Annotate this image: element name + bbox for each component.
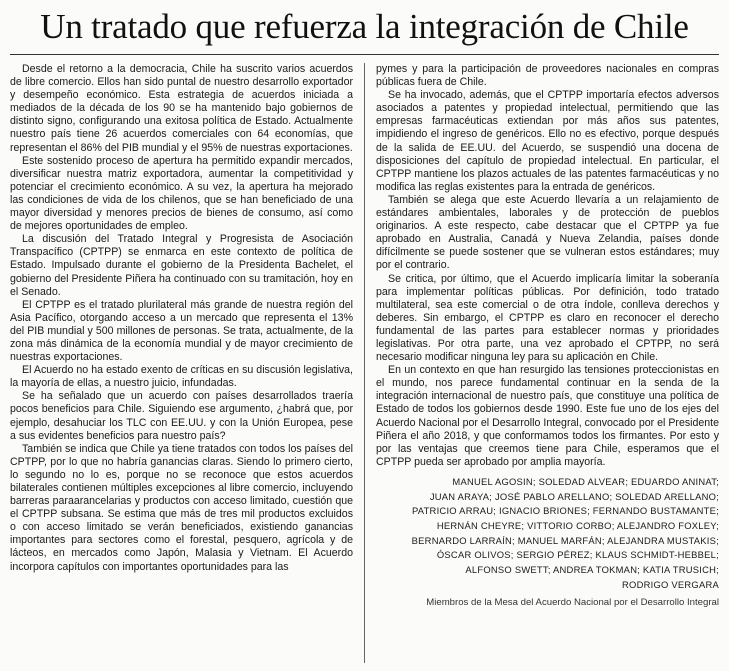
signers-affiliation: Miembros de la Mesa del Acuerdo Nacional por el Desarrollo Integral: [426, 596, 719, 608]
paragraph: Se critica, por último, que el Acuerdo implicaría limitar la soberanía para implementar políticas públicas. Por definición, todo tratado multilateral, sea este comercial o de otra índole, conlleva derechos y deberes. Sin embargo, el CPTPP es claro en reconocer el derecho fundamental de las partes para establecer normas y prioridades legislativas. Por otra parte, una vez aprobado el CPTPP, no será necesario modificar ninguna ley para su aplicación en Chile.: [376, 272, 719, 364]
paragraph: También se indica que Chile ya tiene tratados con todos los países del CPTPP, por lo que no habría ganancias claras. Siendo lo primero cierto, lo segundo no lo es, porque no se reconoce que estos acuerdos bilaterales contienen múltiples excepciones al libre comercio, incluyendo barreras paraarancelarias y productos con acceso limitado, cuestión que el CPTPP subsana. Se estima que más de tres mil productos excluidos o con acceso limitado se verán beneficiados, existiendo ganancias importantes para sectores como el forestal, pesquero, agrícola y de lácteos, en mercados como Japón, Malasia y Vietnam. El Acuerdo incorpora capítulos con importantes oportunidades para las: [10, 442, 353, 573]
signers-line: ÓSCAR OLIVOS; SERGIO PÉREZ; KLAUS SCHMIDT-HEBBEL;: [436, 549, 719, 561]
paragraph: Este sostenido proceso de apertura ha permitido expandir mercados, diversificar nuestra matriz exportadora, aumentar la competitividad y potenciar el crecimiento económico. A su vez, la apertura ha mejorado las condiciones de vida de los chilenos, que se han beneficiado de una mayor diversidad y menores precios de bienes de consumo, así como de mejores oportunidades de empleo.: [10, 154, 353, 233]
paragraph: La discusión del Tratado Integral y Progresista de Asociación Transpacífico (CPTPP) se enmarca en este contexto de política de Estado. Impulsado durante el gobierno de la Presidenta Bachelet, el gobierno del Presidente Piñera ha continuado con su tramitación, hoy en el Senado.: [10, 233, 353, 298]
article-body: [10, 63, 719, 663]
signers-line: BERNARDO LARRAÍN; MANUEL MARFÁN; ALEJANDRA MUSTAKIS;: [411, 534, 719, 546]
signers-line: HERNÁN CHEYRE; VITTORIO CORBO; ALEJANDRO FOXLEY;: [436, 520, 719, 532]
paragraph: El Acuerdo no ha estado exento de críticas en su discusión legislativa, la mayoría de ellas, a nuestro juicio, infundadas.: [10, 364, 353, 390]
article-title: Un tratado que refuerza la integración de Chile: [40, 7, 689, 46]
paragraph: También se alega que este Acuerdo llevaría a un relajamiento de estándares ambientales, laborales y de protección de pueblos originarios. A este respecto, cabe destacar que el CPTPP ya fue aprobado en Australia, Canadá y Nueva Zelandia, países donde difícilmente se puede sostener que se vulneran estos estándares; muy por el contrario.: [376, 193, 719, 272]
title-rule: [10, 54, 719, 55]
signers-line: ALFONSO SWETT; ANDREA TOKMAN; KATIA TRUSICH;: [465, 564, 719, 576]
signers-list: [376, 475, 719, 593]
paragraph: El CPTPP es el tratado plurilateral más grande de nuestra región del Asia Pacífico, otorgando acceso a un mercado que representa el 13% del PIB mundial y 500 millones de personas. Se trata, actualmente, de la zona más dinámica de la economía mundial y de mayor crecimiento de nuestras exportaciones.: [10, 298, 353, 364]
right-column: [376, 63, 719, 663]
signers-line: RODRIGO VERGARA: [622, 578, 719, 590]
signers-line: JUAN ARAYA; JOSÉ PABLO ARELLANO; SOLEDAD ARELLANO;: [429, 490, 719, 502]
paragraph: Se ha señalado que un acuerdo con países desarrollados traería pocos beneficios para Chile. Siguiendo ese argumento, ¿habrá que, por ejemplo, desahuciar los TLC con EE.UU. y con la Unión Europea, pese a sus evidentes beneficios para nuestro país?: [10, 390, 353, 442]
paragraph: pymes y para la participación de proveedores nacionales en compras públicas fuera de Chile.: [376, 63, 719, 89]
paragraph: Desde el retorno a la democracia, Chile ha suscrito varios acuerdos de libre comercio. Ellos han sido puntal de nuestro desarrollo exportador y desempeño económico. Esta estrategia de acuerdos iniciada a mediados de la década de los 90 se ha mantenido bajo gobiernos de distinto signo, configurando una exitosa política de Estado. Actualmente nuestro país tiene 26 acuerdos comerciales con 64 economías, que representan el 86% del PIB mundial y el 95% de nuestras exportaciones.: [10, 63, 353, 154]
signers-line: MANUEL AGOSIN; SOLEDAD ALVEAR; EDUARDO ANINAT;: [452, 475, 719, 487]
signers-line: PATRICIO ARRAU; IGNACIO BRIONES; FERNANDO BUSTAMANTE;: [411, 505, 719, 517]
left-column: [10, 63, 353, 663]
paragraph: Se ha invocado, además, que el CPTPP importaría efectos adversos asociados a patentes y propiedad intelectual, permitiendo que las empresas farmacéuticas extiendan por más años sus patentes, impidiendo el ingreso de genéricos. Ello no es efectivo, porque después de la salida de EE.UU. del Acuerdo, se suspendió una docena de disposiciones del capítulo de propiedad intelectual. En particular, el CPTPP mantiene los plazos actuales de las patentes farmacéuticas y no modifica las reglas existentes para la entrada de genéricos.: [376, 89, 719, 193]
column-divider: [364, 63, 365, 663]
paragraph: En un contexto en que han resurgido las tensiones proteccionistas en el mundo, nos parece fundamental continuar en la senda de la integración internacional de nuestro país, que constituye una política de Estado de todos los gobiernos desde 1990. Este fue uno de los ejes del Acuerdo Nacional por el Desarrollo Integral, convocado por el Presidente Piñera el año 2018, y que conformamos todos los firmantes. Por esto y por las ventajas que creemos tiene para Chile, esperamos que el CPTPP pueda ser aprobado por amplia mayoría.: [376, 364, 719, 468]
